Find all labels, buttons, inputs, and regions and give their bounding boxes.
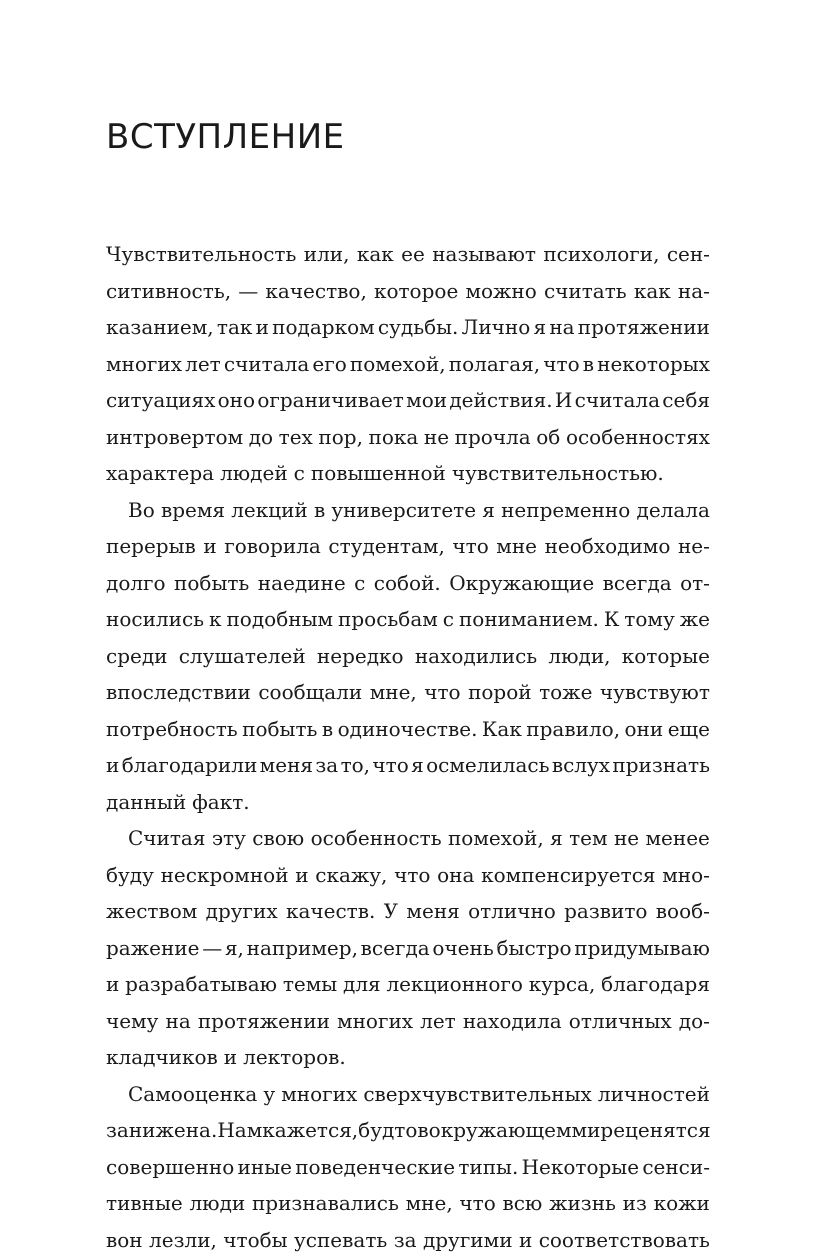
text-line: казанием, так и подарком судьбы. Лично я на протяжении	[106, 309, 710, 346]
text-line: ситивность, — качество, которое можно считать как на-	[106, 273, 710, 310]
text-line: данный факт.	[106, 784, 710, 821]
text-line: и разрабатываю темы для лекционного курса, благодаря	[106, 966, 710, 1003]
text-line: Чувствительность или, как ее называют психологи, сен-	[106, 236, 710, 273]
body-text	[106, 236, 710, 1258]
text-line: чему на протяжении многих лет находила отличных до-	[106, 1003, 710, 1040]
paragraph	[106, 492, 710, 821]
text-line: среди слушателей нередко находились люди, которые	[106, 638, 710, 675]
chapter-heading: ВСТУПЛЕНИЕ	[106, 117, 345, 157]
text-line: тивные люди признавались мне, что всю жизнь из кожи	[106, 1185, 710, 1222]
text-line: Считая эту свою особенность помехой, я тем не менее	[106, 820, 710, 857]
text-line: совершенно иные поведенческие типы. Некоторые сенси-	[106, 1149, 710, 1186]
text-line: жеством других качеств. У меня отлично развито вооб-	[106, 893, 710, 930]
text-line: ситуациях оно ограничивает мои действия. И считала себя	[106, 382, 710, 419]
paragraph	[106, 1076, 710, 1258]
text-line: кладчиков и лекторов.	[106, 1039, 710, 1076]
text-line: характера людей с повышенной чувствительностью.	[106, 455, 710, 492]
text-line: вон лезли, чтобы успевать за другими и соответствовать	[106, 1222, 710, 1258]
text-line: долго побыть наедине с собой. Окружающие всегда от-	[106, 565, 710, 602]
text-line: многих лет считала его помехой, полагая, что в некоторых	[106, 346, 710, 383]
text-line: занижена. Нам кажется, будто в окружающем мире ценятся	[106, 1112, 710, 1149]
text-line: ражение — я, например, всегда очень быстро придумываю	[106, 930, 710, 967]
text-line: Во время лекций в университете я непременно делала	[106, 492, 710, 529]
text-line: буду нескромной и скажу, что она компенсируется мно-	[106, 857, 710, 894]
text-line: впоследствии сообщали мне, что порой тоже чувствуют	[106, 674, 710, 711]
text-line: потребность побыть в одиночестве. Как правило, они еще	[106, 711, 710, 748]
text-line: перерыв и говорила студентам, что мне необходимо не-	[106, 528, 710, 565]
text-line: и благодарили меня за то, что я осмелилась вслух признать	[106, 747, 710, 784]
paragraph	[106, 236, 710, 492]
text-line: носились к подобным просьбам с пониманием. К тому же	[106, 601, 710, 638]
text-line: интровертом до тех пор, пока не прочла об особенностях	[106, 419, 710, 456]
text-line: Самооценка у многих сверхчувствительных личностей	[106, 1076, 710, 1113]
paragraph	[106, 820, 710, 1076]
